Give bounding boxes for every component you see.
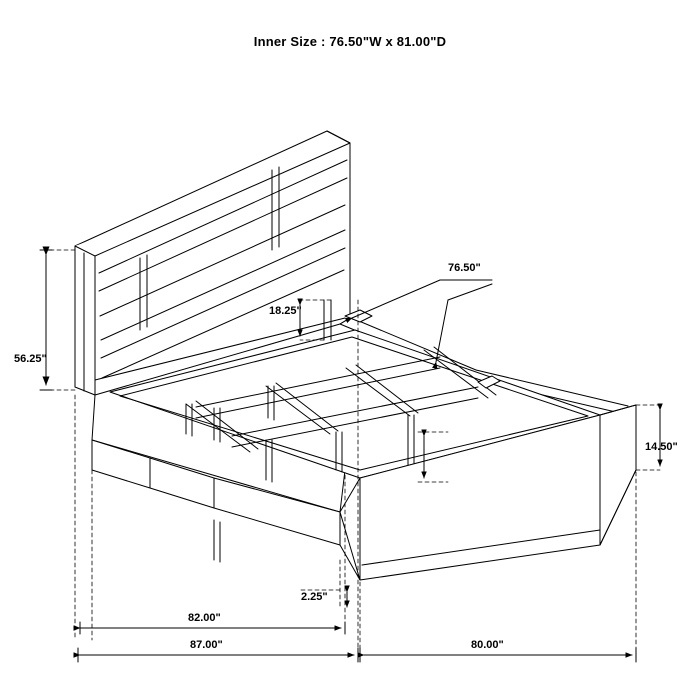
dimension-label-overall-length: 87.00" <box>190 639 223 651</box>
dimension-label-footboard-height: 14.50" <box>645 441 678 453</box>
page-title: Inner Size : 76.50"W x 81.00"D <box>253 34 447 49</box>
dimension-label-inner-width: 76.50" <box>448 262 481 274</box>
dimension-label-overall-width: 80.00" <box>471 639 504 651</box>
dimension-label-overall-height: 56.25" <box>14 353 47 365</box>
dimension-label-inner-length: 82.00" <box>188 612 221 624</box>
dimension-label-slat-clearance: 2.25" <box>301 591 328 603</box>
dimension-label-headboard-panel-height: 18.25" <box>269 305 302 317</box>
